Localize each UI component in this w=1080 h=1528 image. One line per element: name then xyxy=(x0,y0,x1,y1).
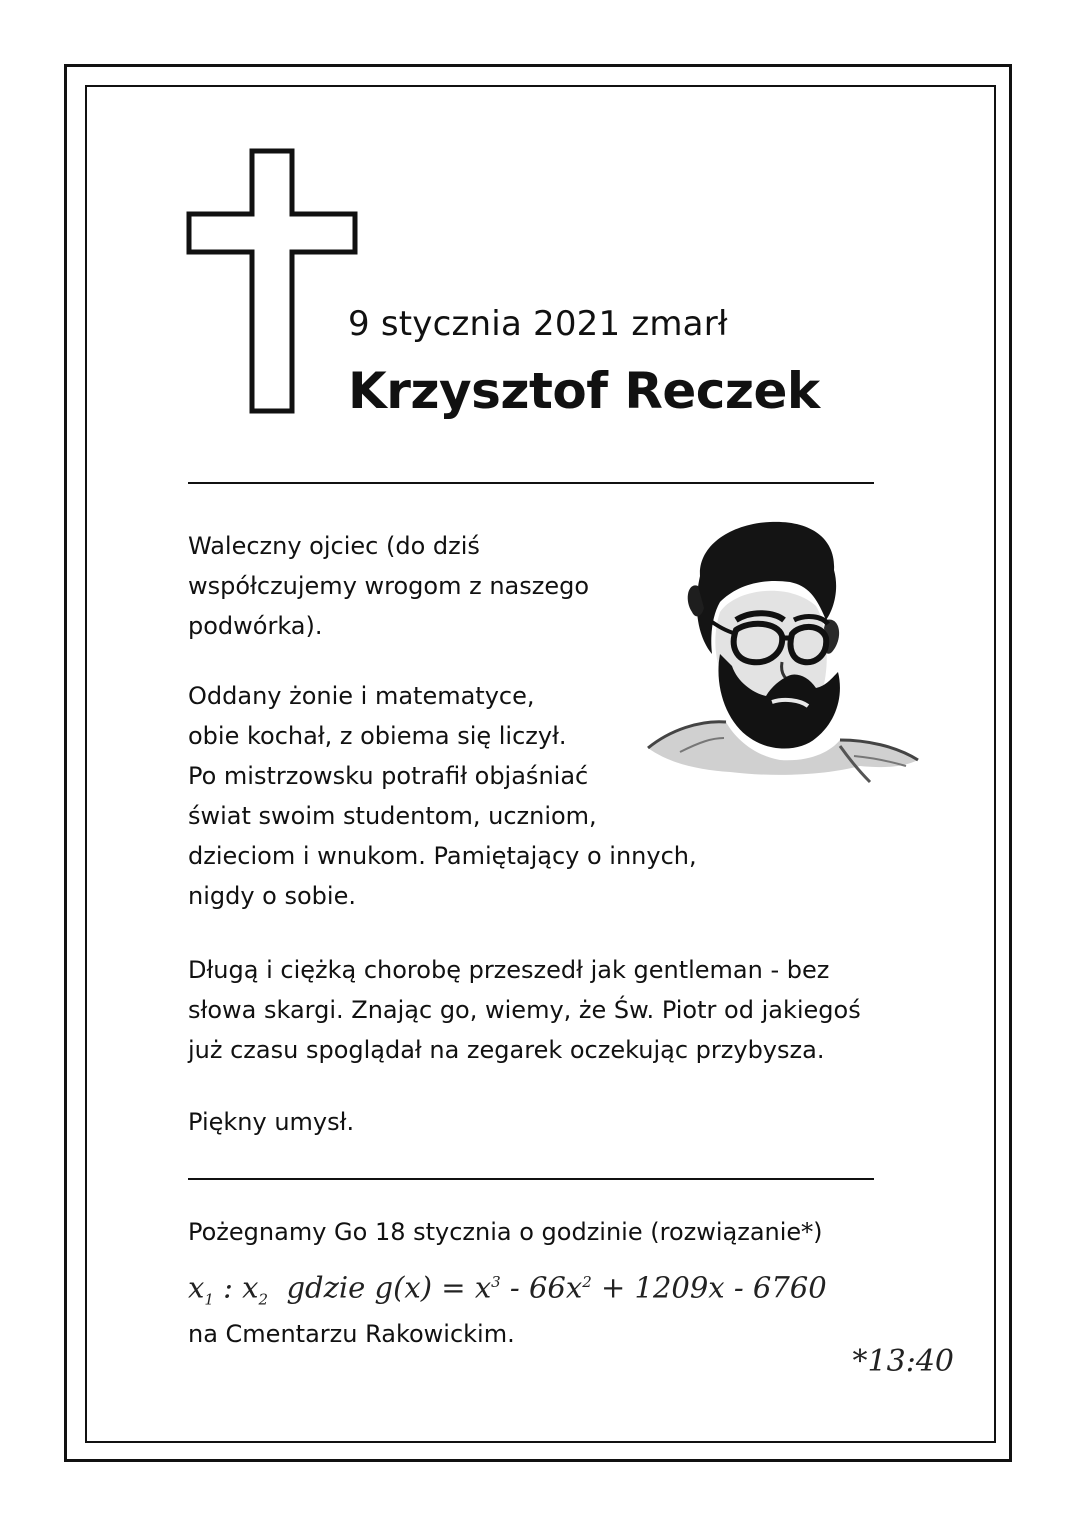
formula-sub-2: 2 xyxy=(258,1290,269,1309)
paragraph-father: Waleczny ojciec (do dziś współczujemy wrogom z naszego podwórka). xyxy=(188,532,590,640)
divider-top xyxy=(188,482,874,484)
formula-x2-var: x xyxy=(242,1270,259,1305)
formula-sup-3: 3 xyxy=(491,1273,501,1291)
formula-colon: : xyxy=(213,1270,243,1305)
time-footnote: *13:40 xyxy=(852,1344,954,1379)
portrait-sketch xyxy=(640,516,924,788)
time-equation xyxy=(188,1262,827,1319)
paragraph-illness: Długą i ciężką chorobę przeszedł jak gentleman - bez słowa skargi. Znając go, wiemy, że Św. Piotr od jakiegoś już czasu spoglądał na zegarek oczekując przybysza. xyxy=(188,956,861,1064)
paragraph-beautiful-mind: Piękny umysł. xyxy=(188,1108,355,1136)
date-of-death: 9 stycznia 2021 zmarł xyxy=(348,304,728,344)
cross-icon xyxy=(186,148,358,414)
formula-where: gdzie g(x) = x xyxy=(286,1270,492,1305)
farewell-asterisk: * xyxy=(801,1218,814,1246)
paragraph-devoted: Oddany żonie i matematyce, obie kochał, z obiema się liczył. Po mistrzowsku potrafił objaśniać świat swoim studentom, uczniom, dzieciom i wnukom. Pamiętający o innych, nigdy o sobie. xyxy=(188,682,697,910)
divider-bottom xyxy=(188,1178,874,1180)
formula-sub-1: 1 xyxy=(204,1290,214,1309)
formula-x1-var: x xyxy=(188,1270,205,1305)
farewell-announcement xyxy=(188,1212,823,1252)
formula-rest: + 1209x - 6760 xyxy=(591,1270,827,1305)
deceased-name: Krzysztof Reczek xyxy=(348,362,820,420)
farewell-text: Pożegnamy Go 18 stycznia o godzinie (rozwiązanie xyxy=(188,1218,802,1246)
farewell-close-paren: ) xyxy=(813,1218,823,1246)
formula-sup-2: 2 xyxy=(582,1273,592,1291)
cemetery-place: na Cmentarzu Rakowickim. xyxy=(188,1320,515,1348)
formula-minus-66: - 66x xyxy=(500,1270,583,1305)
